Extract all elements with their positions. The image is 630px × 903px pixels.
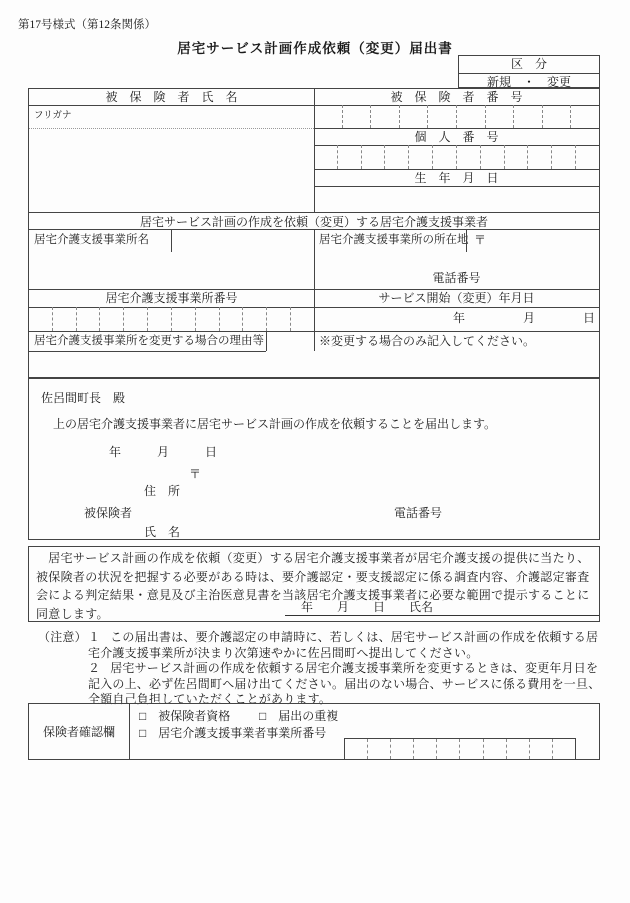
check-duplicate-notification-label: 届出の重複 (278, 709, 339, 723)
request-insured-label: 被保険者 (84, 506, 133, 520)
digit-cell[interactable] (483, 739, 506, 759)
checkbox-icon[interactable]: □ (259, 709, 267, 723)
digit-cell[interactable] (345, 739, 367, 759)
digit-cell[interactable] (456, 105, 485, 128)
digit-cell[interactable] (552, 739, 575, 759)
personal-number-header: 個 人 番 号 (414, 130, 499, 144)
service-start-year-label: 年 (453, 311, 466, 325)
digit-cell[interactable] (427, 105, 456, 128)
digit-cell[interactable] (480, 145, 504, 169)
divider-line (314, 169, 599, 170)
personal-number-cells[interactable] (314, 145, 599, 169)
notes-section (38, 630, 604, 708)
insured-number-header: 被 保 険 者 番 号 (390, 90, 523, 104)
consent-box (28, 546, 600, 622)
digit-cell[interactable] (529, 739, 552, 759)
insured-name-input-area[interactable] (34, 131, 309, 209)
note-2-number: ２ (88, 661, 101, 675)
digit-cell[interactable] (413, 739, 436, 759)
digit-cell[interactable] (219, 307, 243, 331)
digit-cell[interactable] (337, 145, 361, 169)
request-name-input-area[interactable] (194, 525, 444, 539)
digit-cell[interactable] (314, 145, 337, 169)
office-name-label: 居宅介護支援事業所名 (34, 234, 149, 246)
form-code: 第17号様式（第12条関係） (18, 19, 156, 31)
consent-text: 居宅サービス計画の作成を依頼（変更）する居宅介護支援事業者が居宅介護支援の提供に当たり、被保険者の状況を把握する必要がある時は、要介護認定・要支援認定に係る調査内容、介護認定審査会による判定結果・意見及び主治医意見書を当該居宅介護支援事業者に必要な範囲で提示することに同意します。 (36, 551, 590, 621)
notes-label: （注意） (38, 630, 87, 644)
digit-cell[interactable] (399, 105, 428, 128)
digit-cell[interactable] (361, 145, 385, 169)
service-start-month-label: 月 (523, 311, 536, 325)
digit-cell[interactable] (76, 307, 100, 331)
digit-cell[interactable] (123, 307, 147, 331)
category-options[interactable]: 新規 ・ 変更 (486, 75, 571, 89)
addressee: 佐呂間町長 殿 (41, 391, 126, 405)
digit-cell[interactable] (504, 145, 528, 169)
note-item-2 (38, 661, 604, 708)
postal-mark: 〒 (474, 233, 487, 247)
digit-cell[interactable] (513, 105, 542, 128)
divider-line (29, 331, 599, 332)
digit-cell[interactable] (570, 105, 599, 128)
check-duplicate-notification[interactable] (259, 709, 338, 724)
digit-cell[interactable] (575, 145, 599, 169)
office-number-cells[interactable] (29, 307, 314, 331)
check-insured-status-label: 被保険者資格 (158, 709, 231, 723)
office-postal-input-area[interactable] (470, 233, 595, 248)
category-box (458, 55, 600, 88)
change-reason-label: 居宅介護支援事業所を変更する場合の理由等 (34, 335, 264, 347)
divider-line (29, 351, 266, 352)
note-2-text: 居宅サービス計画の作成を依頼する居宅介護支援事業所を変更するときは、変更年月日を記入の上、必ず佐呂間町へ届け出てください。届出のない場合、サービスに係る費用を一旦、全額自己負担していただくことがあります。 (88, 661, 601, 706)
service-start-day-label: 日 (583, 311, 596, 325)
note-1-body (88, 630, 604, 661)
divider-line (29, 212, 599, 213)
insured-number-cells[interactable] (314, 105, 599, 128)
main-table (28, 88, 600, 378)
digit-cell[interactable] (432, 145, 456, 169)
checkbox-icon[interactable]: □ (139, 709, 147, 723)
note-2-indent (38, 661, 88, 708)
confirm-office-number-cells[interactable] (344, 738, 576, 760)
divider-line (314, 128, 599, 129)
digit-cell[interactable] (52, 307, 76, 331)
digit-cell[interactable] (408, 145, 432, 169)
digit-cell[interactable] (456, 145, 480, 169)
digit-cell[interactable] (171, 307, 195, 331)
birthdate-input-area[interactable] (315, 187, 598, 211)
digit-cell[interactable] (99, 307, 123, 331)
provider-section-header: 居宅サービス計画の作成を依頼（変更）する居宅介護支援事業者 (139, 215, 488, 229)
request-phone-label: 電話番号 (394, 506, 443, 520)
request-date-line[interactable]: 年 月 日 (109, 445, 218, 459)
divider-line (266, 331, 267, 351)
change-note: ※変更する場合のみ記入してください。 (319, 334, 536, 348)
digit-cell[interactable] (367, 739, 390, 759)
note-2-body (88, 661, 604, 708)
note-1-number: １ (88, 630, 101, 644)
digit-cell[interactable] (266, 307, 290, 331)
digit-cell[interactable] (384, 145, 408, 169)
request-box (28, 378, 600, 540)
service-start-input-area[interactable] (315, 308, 598, 330)
digit-cell[interactable] (342, 105, 371, 128)
digit-cell[interactable] (242, 307, 266, 331)
divider-line (29, 289, 599, 290)
insurer-confirmation-box (28, 703, 600, 760)
consent-signature-line[interactable]: 年 月 日 氏名 (285, 598, 599, 616)
office-phone-label: 電話番号 (432, 271, 481, 285)
check-office-number[interactable] (139, 726, 326, 741)
request-statement: 上の居宅介護支援事業者に居宅サービス計画の作成を依頼することを届出します。 (53, 417, 497, 431)
digit-cell[interactable] (147, 307, 171, 331)
digit-cell[interactable] (542, 105, 571, 128)
digit-cell[interactable] (290, 307, 314, 331)
check-insured-status[interactable] (139, 709, 230, 724)
digit-cell[interactable] (527, 145, 551, 169)
digit-cell[interactable] (390, 739, 413, 759)
checkbox-icon[interactable]: □ (139, 726, 147, 740)
request-address-input-area[interactable] (194, 484, 444, 499)
birthdate-header: 生 年 月 日 (414, 171, 499, 185)
office-number-header: 居宅介護支援事業所番号 (105, 291, 238, 305)
digit-cell[interactable] (506, 739, 529, 759)
request-name-label: 氏 名 (144, 525, 181, 539)
divider-line (466, 229, 467, 252)
change-reason-input-area[interactable] (33, 353, 595, 375)
digit-cell[interactable] (314, 105, 342, 128)
note-1-text: この届出書は、要介護認定の申請時に、若しくは、居宅サービス計画の作成を依頼する居宅介護支援事業所が決まり次第速やかに佐呂間町へ提出してください。 (88, 630, 599, 660)
digit-cell[interactable] (436, 739, 459, 759)
check-office-number-label: 居宅介護支援事業者事業所番号 (158, 726, 327, 740)
digit-cell[interactable] (195, 307, 219, 331)
category-header: 区 分 (459, 56, 599, 74)
digit-cell[interactable] (485, 105, 514, 128)
divider-line (171, 229, 172, 252)
request-postal-mark: 〒 (189, 467, 202, 481)
divider-line (314, 229, 315, 351)
request-phone-input-area[interactable] (449, 506, 589, 521)
divider-line (129, 704, 130, 759)
request-postal-input-area[interactable] (204, 467, 404, 482)
office-name-input-area[interactable] (34, 255, 309, 287)
digit-cell[interactable] (551, 145, 575, 169)
note-item-1 (38, 630, 604, 661)
furigana-label: フリガナ (34, 111, 72, 121)
insurer-confirmation-label: 保険者確認欄 (42, 725, 115, 739)
form-title: 居宅サービス計画作成依頼（変更）届出書 (177, 41, 453, 56)
divider-line (29, 128, 314, 129)
office-address-label: 居宅介護支援事業所の所在地 (319, 234, 469, 246)
digit-cell[interactable] (459, 739, 482, 759)
request-address-label: 住 所 (144, 484, 181, 498)
digit-cell[interactable] (29, 307, 52, 331)
insured-name-header: 被 保 険 者 氏 名 (105, 90, 238, 104)
service-start-header: サービス開始（変更）年月日 (378, 291, 535, 305)
digit-cell[interactable] (370, 105, 399, 128)
